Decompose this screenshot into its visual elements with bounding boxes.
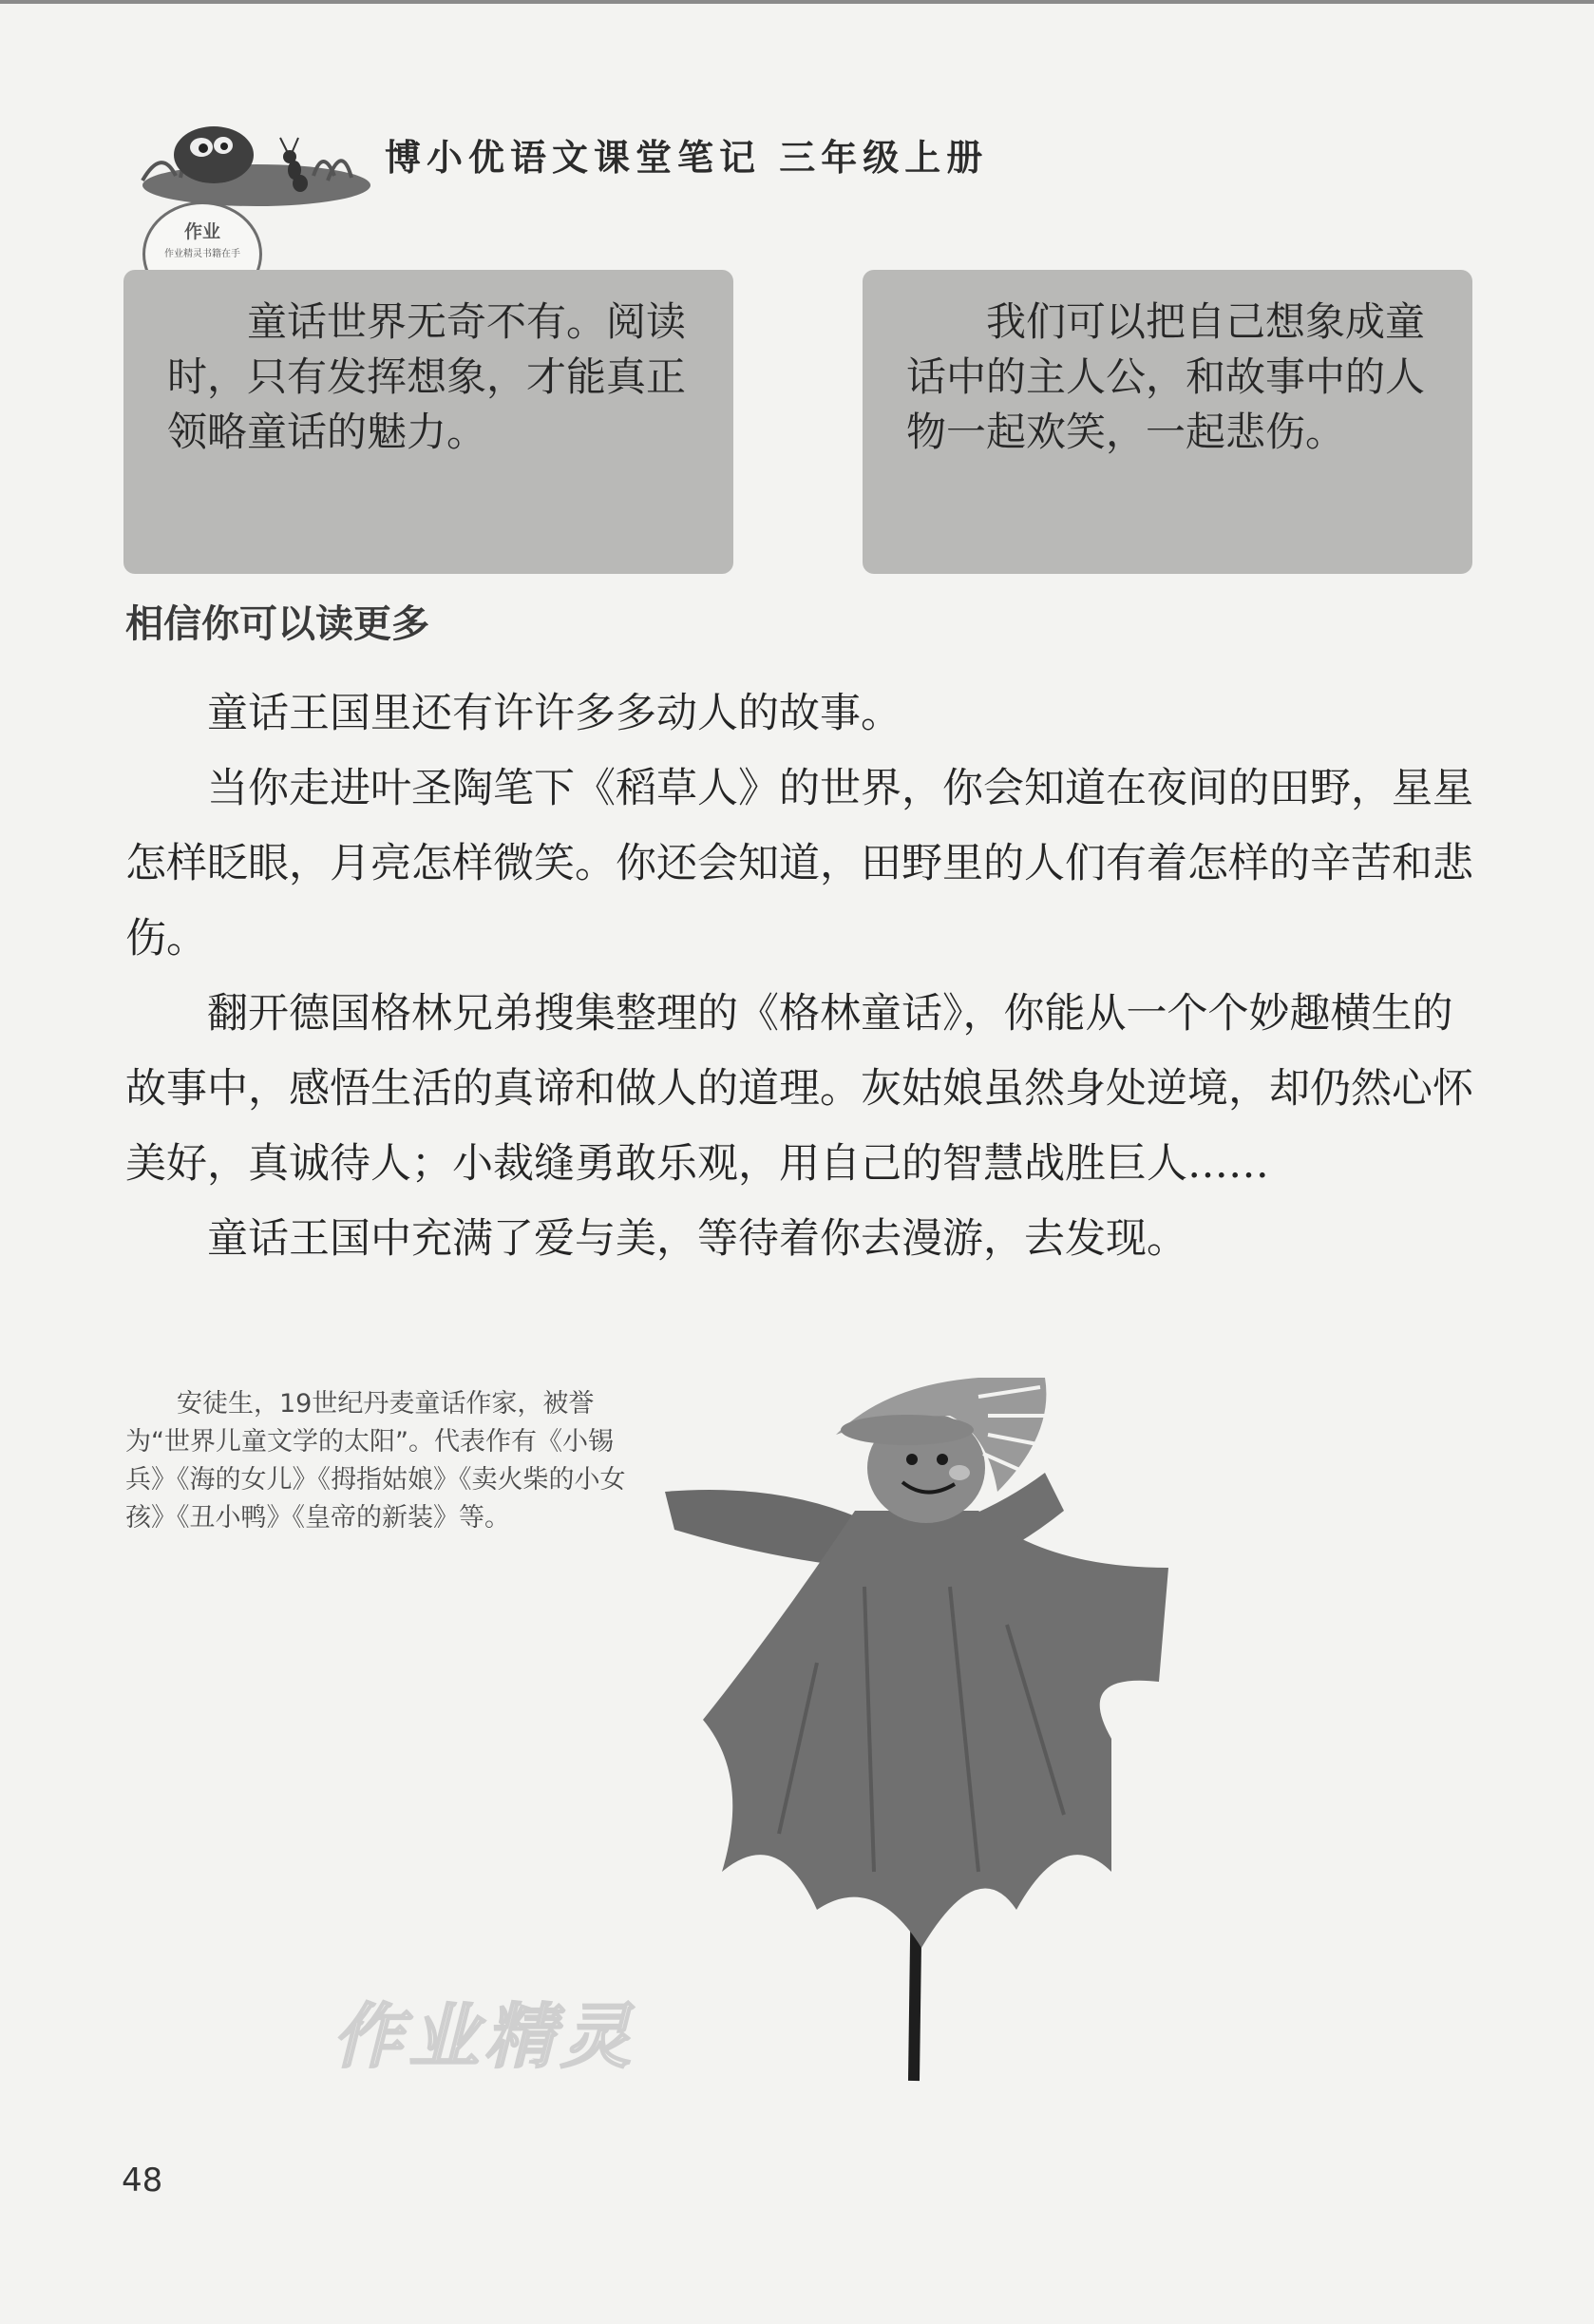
badge-middle-text: 作业精灵书籍在手 <box>164 249 240 259</box>
body-text <box>125 676 1474 1277</box>
paragraph: 童话王国中充满了爱与美，等待着你去漫游，去发现。 <box>207 1215 1187 1263</box>
note-card-left <box>123 270 733 574</box>
paragraph: 当你走进叶圣陶笔下《稻草人》的世界，你会知道在夜间的田野，星星怎样眨眼，月亮怎样微笑。你还会知道，田野里的人们有着怎样的辛苦和悲伤。 <box>125 765 1473 962</box>
book-title: 博小优语文课堂笔记 三年级上册 <box>385 136 989 179</box>
note-right-text: 我们可以把自己想象成童话中的主人公，和故事中的人物一起欢笑，一起悲伤。 <box>906 298 1426 455</box>
note-card-right <box>863 270 1472 574</box>
section-heading: 相信你可以读更多 <box>125 602 429 646</box>
caption-text: 安徒生，19世纪丹麦童话作家，被誉为“世界儿童文学的太阳”。代表作有《小锡兵》《海的女儿》《拇指姑娘》《卖火柴的小女孩》《丑小鸭》《皇帝的新装》等。 <box>125 1389 626 1533</box>
scarecrow-illustration <box>665 1378 1197 2100</box>
paragraph: 翻开德国格林兄弟搜集整理的《格林童话》，你能从一个个妙趣横生的故事中，感悟生活的真谛和做人的道理。灰姑娘虽然身处逆境，却仍然心怀美好，真诚待人；小裁缝勇敢乐观，用自己的智慧战胜巨人…… <box>125 990 1473 1188</box>
page-number: 48 <box>122 2162 163 2200</box>
badge-top-text: 作业 <box>183 221 220 242</box>
top-border <box>0 0 1594 4</box>
paragraph: 童话王国里还有许许多多动人的故事。 <box>207 690 901 737</box>
note-left-text: 童话世界无奇不有。阅读时，只有发挥想象，才能真正领略童话的魅力。 <box>167 298 687 455</box>
beetle-ant-illustration <box>123 90 370 214</box>
author-caption <box>125 1385 638 1537</box>
watermark: 作业精灵 <box>332 1996 636 2078</box>
